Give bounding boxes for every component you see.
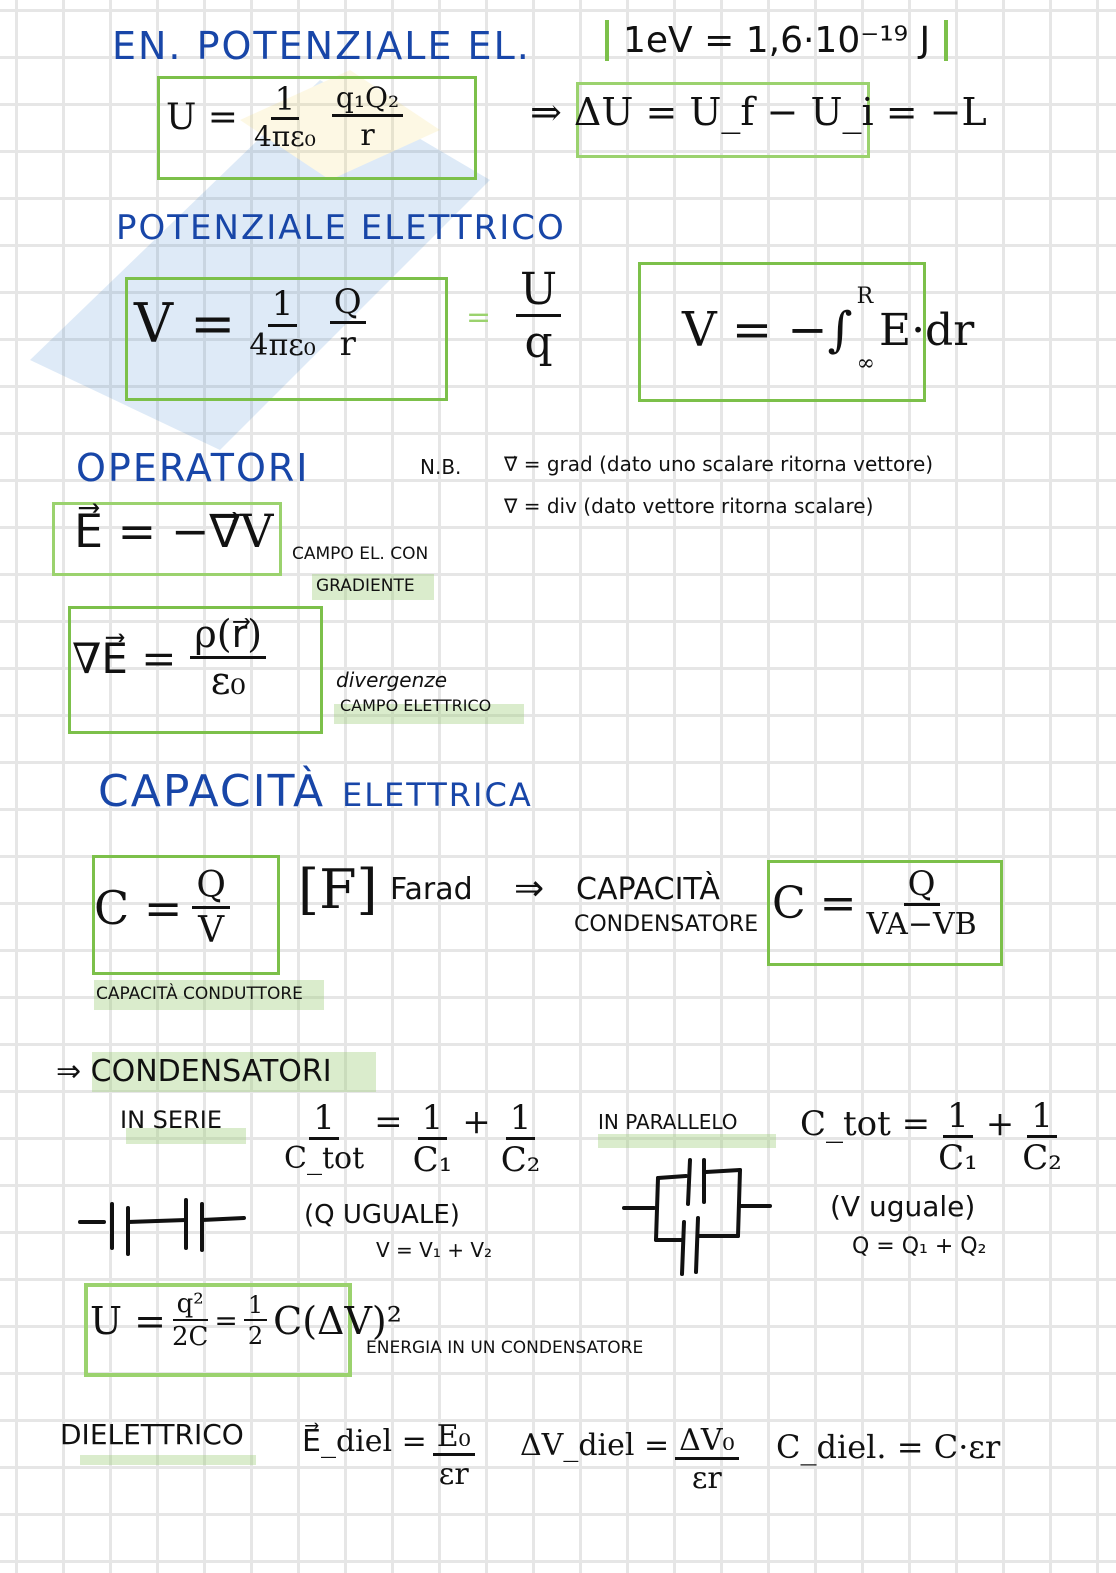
parallel-label-highlight (598, 1134, 776, 1148)
farad-unit-name: Farad (390, 872, 473, 907)
energy-coef-num: 1 (271, 82, 299, 120)
potential-formula-lhs: V = (134, 292, 236, 356)
series-label: IN SERIE (120, 1106, 222, 1134)
divergence-den: ε₀ (210, 658, 246, 703)
capacity-formula (94, 866, 230, 950)
energy-charge-den: r (360, 117, 375, 153)
divergence-lhs: ∇E⃗ = (72, 633, 177, 683)
heading-energy-potential: EN. POTENZIALE EL. (112, 24, 531, 68)
parallel-term1-fraction (938, 1098, 978, 1178)
potential-charge-num: Q (330, 284, 366, 324)
series-term1-den: C₁ (412, 1140, 453, 1181)
dielectric-field-formula (302, 1420, 475, 1491)
energy-formula (166, 82, 403, 153)
dielectric-heading-highlight (80, 1455, 256, 1465)
integral-lhs: V = −∫ (682, 302, 853, 358)
farad-unit: [F] (298, 858, 378, 921)
potential-alt-formula (516, 266, 561, 368)
implies-arrow: ⇒ (514, 868, 545, 909)
ev-unit-note: 1eV = 1,6·10⁻¹⁹ J (605, 20, 948, 61)
heading-dielectric: DIELETTRICO (60, 1418, 244, 1451)
integral-upper-limit: R (856, 284, 874, 309)
dielectric-field-lhs: E⃗_diel = (302, 1424, 427, 1459)
capacitor-energy-term1-den: 2C (171, 1321, 209, 1352)
divergence-num: ρ(r⃗) (190, 614, 266, 659)
series-lhs-num: 1 (309, 1100, 339, 1140)
capacitor-energy-term2 (244, 1292, 267, 1349)
capacity-formula-lhs: C = (94, 881, 183, 936)
heading-capacity-sub: ELETTRICA (342, 776, 533, 814)
dielectric-voltage-num: ΔV₀ (675, 1424, 738, 1460)
dielectric-field-fraction (433, 1420, 475, 1491)
dielectric-voltage-fraction (675, 1424, 738, 1495)
nb-grad-line: ∇⃗ = grad (dato uno scalare ritorna vettore) (504, 452, 934, 476)
capacitor-den: VA−VB (866, 907, 977, 943)
capacity-fraction (192, 866, 230, 950)
dielectric-voltage-lhs: ΔV_diel = (520, 1428, 670, 1463)
potential-alt-den: q (524, 317, 553, 369)
gradient-note-line1: CAMPO EL. CON (292, 544, 429, 564)
heading-capacitors: ⇒ CONDENSATORI (56, 1054, 332, 1089)
parallel-term2-den: C₂ (1022, 1138, 1062, 1179)
heading-electric-potential: POTENZIALE ELETTRICO (116, 208, 566, 248)
nb-div-line: ∇ = div (dato vettore ritorna scalare) (504, 494, 874, 518)
potential-formula (134, 284, 366, 364)
delta-u-formula: ⇒ ΔU = U_f − U_i = −L (530, 90, 987, 134)
parallel-note-voltage: (V uguale) (830, 1190, 976, 1223)
divergence-fraction (190, 614, 266, 703)
dielectric-field-den: εr (438, 1457, 469, 1492)
parallel-term2-num: 1 (1027, 1098, 1057, 1138)
series-equals: = (374, 1102, 403, 1142)
capacitor-energy-lhs: U = (90, 1298, 166, 1343)
potential-coef-den: 4πε₀ (249, 327, 316, 363)
parallel-plus: + (985, 1104, 1015, 1144)
divergence-note-line1: divergenze (336, 668, 448, 692)
divergence-formula (72, 614, 266, 703)
parallel-formula (800, 1098, 1062, 1178)
nb-label: N.B. (420, 455, 462, 479)
series-term2-den: C₂ (500, 1140, 541, 1181)
series-term2-fraction (501, 1100, 541, 1180)
potential-coef-num: 1 (268, 286, 298, 326)
series-note-voltage: V = V₁ + V₂ (376, 1238, 493, 1262)
integral-body: E·dr (878, 304, 975, 356)
integral-limits (857, 284, 875, 376)
capacity-den: V (198, 909, 225, 951)
capacitor-energy-term2-num: 1 (244, 1292, 267, 1320)
series-formula (284, 1100, 540, 1180)
capacitor-energy-term2-den: 2 (247, 1321, 264, 1350)
parallel-note-charge: Q = Q₁ + Q₂ (852, 1234, 987, 1259)
potential-charge-den: r (339, 324, 356, 365)
capacitor-formula (772, 866, 977, 941)
series-plus: + (462, 1102, 491, 1142)
series-lhs-fraction (284, 1100, 364, 1175)
divergence-note-line2: CAMPO ELETTRICO (340, 696, 492, 715)
energy-charge-num: q₁Q₂ (332, 83, 403, 117)
dielectric-field-num: E₀ (433, 1420, 475, 1456)
energy-coef-den: 4πε₀ (253, 120, 316, 154)
capacitor-capacity-line1: CAPACITÀ (576, 872, 720, 907)
series-note-charge: (Q UGUALE) (304, 1200, 460, 1230)
potential-coef-fraction (249, 286, 315, 361)
energy-coef-fraction (254, 82, 316, 153)
parallel-lhs: C_tot = (800, 1104, 931, 1144)
capacitor-capacity-line2: CONDENSATORE (574, 912, 759, 937)
capacitor-energy-note: ENERGIA IN UN CONDENSATORE (366, 1338, 644, 1358)
series-term1-num: 1 (418, 1100, 448, 1140)
dielectric-voltage-den: εr (691, 1461, 722, 1496)
parallel-label: IN PARALLELO (598, 1110, 738, 1134)
series-term2-num: 1 (506, 1100, 536, 1140)
capacity-num: Q (192, 866, 230, 909)
potential-alt-fraction (516, 266, 561, 368)
capacitor-energy-term1-num: q² (173, 1290, 208, 1321)
series-lhs-den: C_tot (284, 1141, 365, 1177)
potential-equals: = (466, 300, 492, 335)
conductor-capacity-note: CAPACITÀ CONDUTTORE (96, 984, 303, 1004)
gradient-note-line2: GRADIENTE (316, 576, 415, 596)
series-circuit-diagram (76, 1196, 252, 1260)
energy-formula-lhs: U = (166, 96, 238, 138)
integral-formula (682, 284, 974, 376)
parallel-term2-fraction (1022, 1098, 1062, 1178)
capacitor-energy-equals: = (214, 1304, 238, 1338)
capacitor-formula-lhs: C = (772, 878, 857, 930)
capacitor-energy-body: C(ΔV)² (273, 1298, 402, 1343)
parallel-term1-den: C₁ (938, 1138, 978, 1179)
parallel-circuit-diagram (620, 1156, 776, 1278)
potential-charge-fraction (330, 284, 366, 364)
capacitor-energy-formula (90, 1290, 402, 1351)
potential-alt-num: U (516, 266, 561, 317)
integral-lower-limit: ∞ (856, 351, 875, 376)
capacitor-fraction (867, 866, 977, 941)
energy-charge-fraction (332, 83, 403, 152)
dielectric-capacity-formula: C_diel. = C·εr (776, 1428, 1001, 1466)
heading-capacity-main: CAPACITÀ (98, 766, 326, 817)
gradient-formula: E⃗ = −∇⃗V (74, 504, 274, 558)
heading-operators: OPERATORI (76, 446, 310, 490)
dielectric-voltage-formula (520, 1424, 739, 1495)
series-term1-fraction (413, 1100, 453, 1180)
parallel-term1-num: 1 (943, 1098, 973, 1138)
capacitor-energy-term1 (172, 1290, 208, 1351)
capacitor-num: Q (904, 866, 940, 906)
